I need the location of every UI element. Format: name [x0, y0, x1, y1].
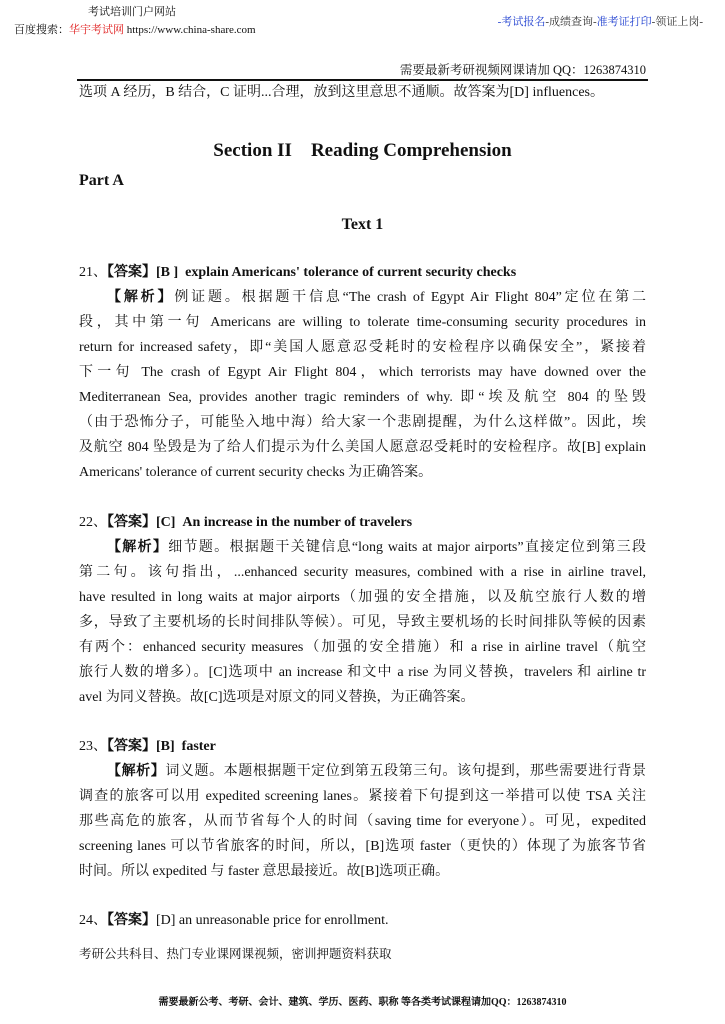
question-24: [79, 908, 646, 933]
analysis-line: 多，导致了主要机场的长时间排队等候）。可见，导致主要机场的长时间排队等候的因素: [79, 615, 646, 630]
analysis-text: 细节题。根据题干关键信息“long waits at major airports”直接定位到第三段: [168, 540, 646, 555]
text-line: 选项 A 经历，B 结合，C 证明...合理，放到这里意思不通顺。故答案为[D] influences。: [79, 85, 604, 100]
answer-label: 【答案】: [107, 739, 156, 754]
text-title: Text 1: [341, 216, 384, 233]
answer-label: 【答案】: [107, 265, 156, 280]
analysis-line: 时间。所以 expedited 与 faster 意思最接近。故[B]选项正确。: [79, 864, 450, 879]
analysis-line: [79, 535, 646, 560]
analysis-line: avel 为同义替换。故[C]选项是对原文的同义替换，为正确答案。: [79, 690, 475, 705]
analysis-text: 例证题。根据题干信息“The crash of Egypt Air Flight 804”定位在第二: [174, 290, 646, 305]
question-22: [79, 510, 646, 710]
part-label: Part A: [79, 172, 124, 189]
question-number: 23、: [79, 739, 107, 754]
analysis-line: 及航空 804 坠毁是为了给人们提示为什么美国人愿意忍受耗时的安检程序。故[B] explain: [79, 440, 646, 455]
footer-bottom: 需要最新公考、考研、会计、建筑、学历、医药、职称 等各类考试课程请加QQ：1263874310: [158, 997, 567, 1008]
answer-header: [79, 734, 646, 759]
analysis-line: [79, 285, 646, 310]
answer-header: [79, 908, 646, 933]
header-link[interactable]: 准考证打印: [596, 16, 652, 28]
footer-note: 考研公共科目、热门专业课网课视频，密训押题资料获取: [79, 947, 392, 961]
question-23: [79, 734, 646, 884]
analysis-text: 词义题。本题根据题干定位到第五段第三句。该句提到，那些需要进行背景: [165, 764, 646, 779]
intro-line: [79, 80, 646, 105]
analysis-line: screening lanes 可以节省旅客的时间，所以，[B]选项 faster（更快的）体现了为旅客节省: [79, 839, 646, 854]
brand-link[interactable]: 华宇考试网: [69, 24, 124, 36]
analysis-line: Americans' tolerance of current security checks 为正确答案。: [79, 465, 433, 480]
header-link[interactable]: -: [497, 16, 502, 28]
section-title: Section II Reading Comprehension: [213, 140, 512, 161]
analysis-line: 段，其中第一句 Americans are willing to tolerate time-consuming security procedures in: [79, 315, 646, 330]
analysis-label: 【解析】: [107, 540, 169, 555]
analysis-line: 调查的旅客可以用 expedited screening lanes。紧接着下句提到这一举措可以使 TSA 关注: [79, 789, 646, 804]
answer-text: [B] faster: [156, 739, 216, 754]
analysis-line: 旅行人数的增多）。[C]选项中 an increase 和文中 a rise 为同义替换，travelers 和 airline tr: [79, 665, 646, 680]
analysis-line: 第二句。该句指出，...enhanced security measures, combined with a rise in airline travel,: [79, 565, 646, 580]
question-number: 24、: [79, 913, 107, 928]
analysis-line: return for increased safety，即“美国人愿意忍受耗时的安检程序以确保安全”，紧接着: [79, 340, 646, 355]
answer-header: [79, 260, 646, 285]
header-link[interactable]: 考试报名: [501, 16, 546, 28]
answer-text: [D] an unreasonable price for enrollment.: [156, 913, 389, 928]
analysis-line: 下一句 The crash of Egypt Air Flight 804，which terrorists may have downed over the: [79, 365, 646, 380]
analysis-line: 那些高危的旅客，从而节省每个人的时间（saving time for everyone）。可见，expedited: [79, 814, 646, 829]
answer-text: [B ] explain Americans' tolerance of current security checks: [156, 265, 517, 280]
qq-note: 需要最新考研视频网课请加 QQ：1263874310: [399, 63, 646, 77]
question-number: 21、: [79, 265, 107, 280]
analysis-line: [79, 759, 646, 784]
analysis-label: 【解析】: [107, 764, 166, 779]
analysis-line: （由于恐怖分子，可能坠入地中海）给大家一个悲剧提醒，为什么这样做”。因此，埃: [79, 415, 646, 430]
header-links: [498, 13, 703, 29]
answer-header: [79, 510, 646, 535]
site-url[interactable]: https://www.china-share.com: [126, 24, 256, 36]
search-label: 百度搜索：: [14, 24, 69, 36]
header-link[interactable]: -领证上岗-: [651, 16, 703, 28]
analysis-label: 【解析】: [107, 290, 175, 305]
analysis-line: have resulted in long waits at major airports（加强的安全措施，以及航空旅行人数的增: [79, 590, 646, 605]
analysis-line: Mediterranean Sea, provides another tragic reminders of why. 即“埃及航空 804 的坠毁: [79, 390, 646, 405]
answer-text: [C] An increase in the number of travelers: [156, 515, 413, 530]
question-number: 22、: [79, 515, 107, 530]
site-name: 考试培训门户网站: [88, 6, 176, 18]
header-link[interactable]: -成绩查询-: [545, 16, 597, 28]
question-21: [79, 260, 646, 485]
answer-label: 【答案】: [107, 515, 156, 530]
answer-label: 【答案】: [107, 913, 156, 928]
analysis-line: 有两个：enhanced security measures（加强的安全措施）和 a rise in airline travel（航空: [79, 640, 646, 655]
search-line: [14, 21, 256, 37]
